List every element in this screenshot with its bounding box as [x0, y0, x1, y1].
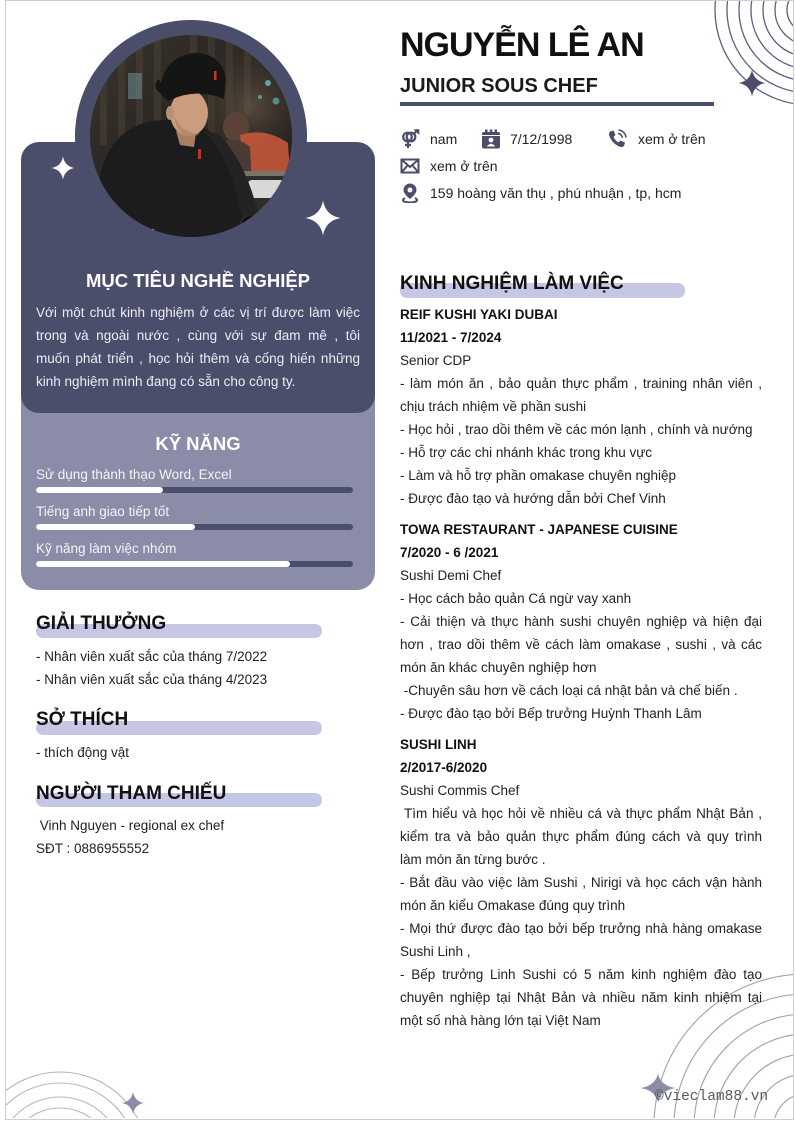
candidate-job-title: JUNIOR SOUS CHEF	[400, 75, 598, 97]
job-entry	[400, 303, 762, 510]
duty-line: món ăn khác chuyên nghiệp hơn	[400, 659, 597, 675]
skill-bar-fill	[36, 487, 163, 493]
sparkle-icon	[122, 1092, 144, 1114]
reference-item: Vinh Nguyen - regional ex chef	[36, 817, 225, 833]
calendar-user-icon	[481, 129, 501, 149]
skill-bar	[36, 524, 353, 530]
hobby-item: - thích động vật	[36, 744, 130, 760]
skill-label: Sử dụng thành thạo Word, Excel	[36, 466, 232, 482]
phone-icon	[607, 129, 627, 149]
job-duty	[400, 372, 762, 418]
job-company: REIF KUSHI YAKI DUBAI	[400, 306, 558, 322]
bottom-left-arcs	[6, 1072, 148, 1118]
watermark: ©vieclam88.vn	[655, 1089, 769, 1105]
duty-line: chịu trách nhiệm về phần sushi	[400, 398, 587, 414]
job-company: SUSHI LINH	[400, 736, 477, 752]
job-duty: - Được đào tạo bởi Bếp trưởng Huỳnh Thanh Lâm	[400, 705, 702, 721]
job-period: 7/2020 - 6 /2021	[400, 544, 499, 560]
objective-text	[36, 301, 360, 393]
duty-line: - Bếp trưởng Linh Sushi có 5 năm kinh nghiệm đào tạo	[400, 966, 762, 982]
panel-sparkles	[0, 0, 400, 260]
experience-list	[400, 303, 762, 1040]
job-duty: - Học cách bảo quản Cá ngừ vay xanh	[400, 590, 632, 606]
awards-heading: GIẢI THƯỞNG	[36, 613, 167, 634]
hobbies-heading: SỞ THÍCH	[36, 709, 129, 730]
skill-label: Kỹ năng làm việc nhóm	[36, 541, 177, 556]
skill-label: Tiếng anh giao tiếp tốt	[36, 503, 170, 519]
candidate-name: NGUYỄN LÊ AN	[400, 26, 644, 64]
references-heading: NGƯỜI THAM CHIẾU	[36, 783, 227, 804]
skill-bar	[36, 487, 353, 493]
duty-line: chuyên nghiệp tại Nhật Bản và nhiều năm kinh nhiệm tại	[400, 989, 762, 1005]
duty-line: kiểm tra và bảo quản thực phẩm đúng cách và quy trình	[400, 828, 762, 844]
address-value: 159 hoàng văn thụ , phú nhuận , tp, hcm	[430, 185, 682, 201]
objective-line: muốn phát triển , học hỏi thêm và cống hiến những	[36, 350, 360, 366]
job-duty	[400, 917, 762, 963]
duty-line: hơn , trao dồi thêm về cách làm omakase , sushi , và các	[400, 636, 762, 652]
reference-item: SĐT : 0886955552	[36, 840, 150, 856]
sparkle-icon	[306, 201, 341, 236]
birthday-value: 7/12/1998	[510, 131, 573, 147]
duty-line: Sushi Linh ,	[400, 943, 471, 959]
venus-mars-icon	[400, 129, 420, 149]
objective-line: kinh nghiệm mình đang có sẵn cho công ty.	[36, 373, 296, 389]
job-period: 2/2017-6/2020	[400, 759, 488, 775]
skill-bar	[36, 561, 353, 567]
skills-heading: KỸ NĂNG	[155, 433, 241, 454]
job-duty	[400, 871, 762, 917]
map-marker-icon	[400, 183, 420, 203]
job-duty: -Chuyên sâu hơn về cách loại cá nhật bản và chế biến .	[400, 682, 738, 698]
duty-line: Tìm hiểu và học hỏi về nhiều cá và thực phẩm Nhật Bản ,	[404, 805, 762, 821]
job-duty: - Được đào tạo và hướng dẫn bởi Chef Vinh	[400, 490, 666, 506]
job-position: Sushi Commis Chef	[400, 782, 520, 798]
objective-heading: MỤC TIÊU NGHỀ NGHIỆP	[85, 270, 311, 291]
phone-value: xem ở trên	[638, 131, 706, 147]
job-company: TOWA RESTAURANT - JAPANESE CUISINE	[400, 521, 678, 537]
job-duty	[400, 963, 762, 1032]
job-entry	[400, 518, 762, 725]
job-duty: - Làm và hỗ trợ phần omakase chuyên nghiệp	[400, 467, 677, 483]
duty-line: món ăn kiểu Omakase đúng quy trình	[400, 897, 626, 913]
duty-line: - Mọi thứ được đào tạo bởi bếp trưởng nhà hàng omakase	[400, 920, 762, 936]
job-duty: - Học hỏi , trao dồi thêm về các món lạnh , chính và nướng	[400, 421, 753, 437]
duty-line: - Cải thiện và thực hành sushi chuyên nghiệp và hiện đại	[400, 613, 762, 629]
job-period: 11/2021 - 7/2024	[400, 329, 502, 345]
skill-bar-fill	[36, 561, 290, 567]
experience-heading: KINH NGHIỆM LÀM VIỆC	[400, 273, 624, 294]
job-duty	[400, 610, 762, 679]
sparkle-icon	[52, 157, 75, 180]
duty-line: - Bắt đầu vào việc làm Sushi , Nirigi và học cách vận hành	[400, 874, 762, 890]
gender-value: nam	[430, 131, 458, 147]
duty-line: làm món ăn từng bước .	[400, 851, 546, 867]
email-value: xem ở trên	[430, 158, 498, 174]
skill-bar-fill	[36, 524, 195, 530]
objective-line: trong và ngoài nước , cùng với sự đam mê , tôi	[36, 327, 360, 343]
job-duty	[400, 802, 762, 871]
job-entry	[400, 733, 762, 1032]
job-position: Senior CDP	[400, 352, 472, 368]
job-position: Sushi Demi Chef	[400, 567, 502, 583]
job-duty: - Hỗ trợ các chi nhánh khác trong khu vực	[400, 444, 653, 460]
duty-line: một số nhà hàng lớn tại Việt Nam	[400, 1012, 601, 1028]
envelope-icon	[400, 156, 420, 176]
sparkle-icon	[739, 70, 766, 97]
title-divider	[400, 102, 714, 106]
award-item: - Nhân viên xuất sắc của tháng 4/2023	[36, 671, 268, 687]
objective-line: Với một chút kinh nghiệm ở các vị trí được làm việc	[36, 304, 360, 320]
duty-line: - làm món ăn , bảo quản thực phẩm , training nhân viên ,	[400, 375, 762, 391]
award-item: - Nhân viên xuất sắc của tháng 7/2022	[36, 648, 268, 664]
